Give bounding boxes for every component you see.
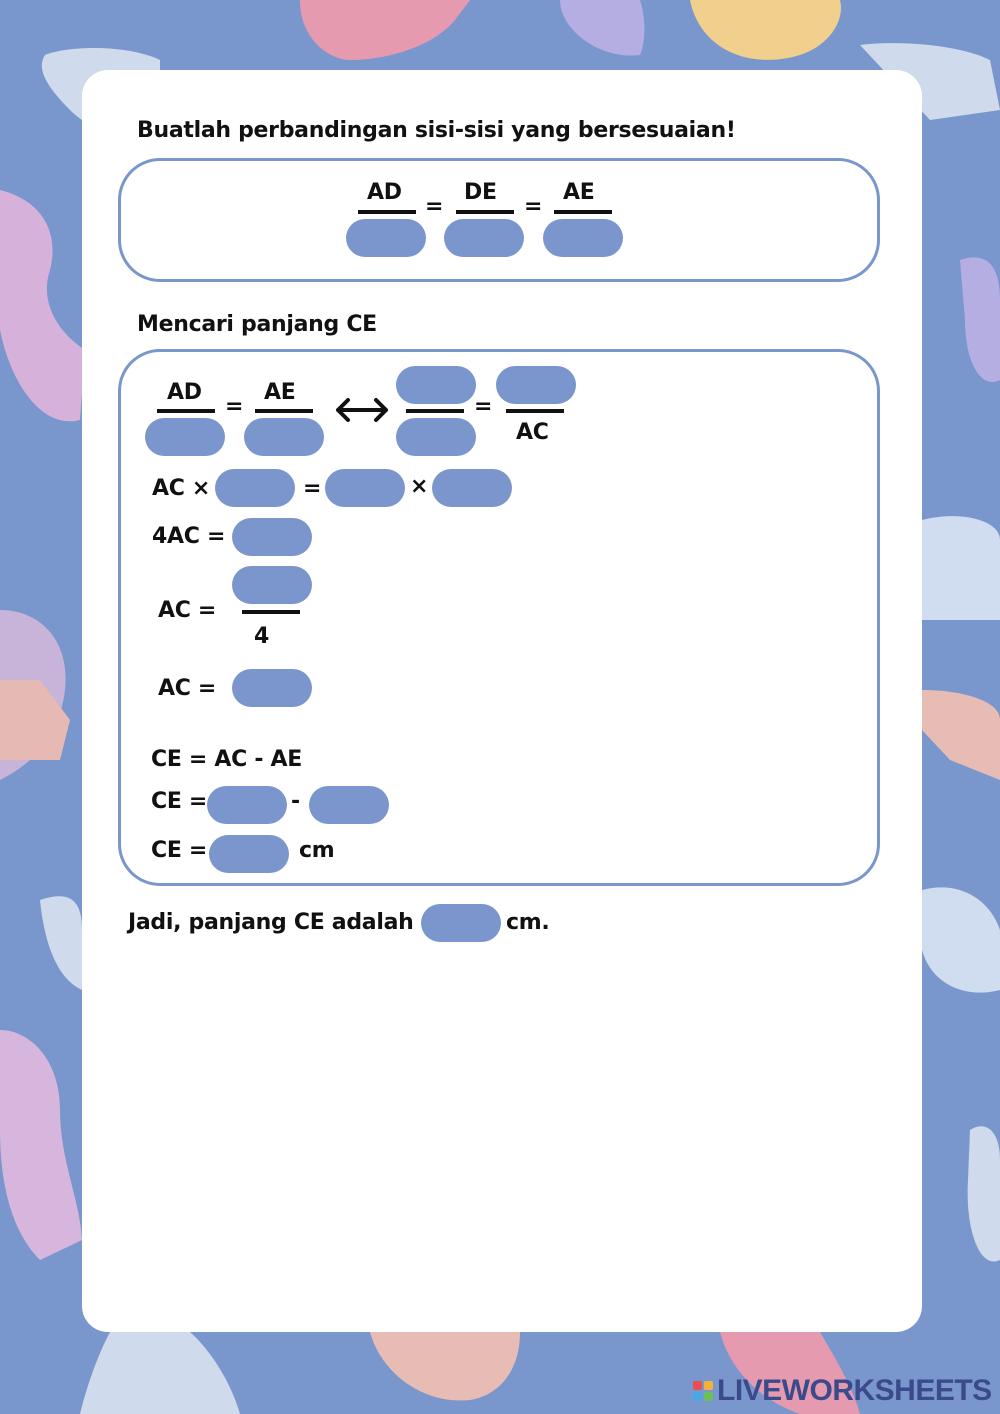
minus-sign: - xyxy=(291,789,300,814)
ac-times-label: AC × xyxy=(152,476,211,501)
ac-label: AC = xyxy=(158,676,217,701)
answer-input-ac-frac-num[interactable] xyxy=(232,566,312,604)
instruction-text: Buatlah perbandingan sisi-sisi yang bersesuaian! xyxy=(137,118,736,143)
logo-text: LIVEWORKSHEETS xyxy=(717,1374,992,1407)
conclusion-unit: cm. xyxy=(506,910,550,935)
unit-cm: cm xyxy=(299,838,335,863)
answer-input-rhs-b[interactable] xyxy=(432,469,512,507)
ratio-numerator-ae: AE xyxy=(264,380,296,405)
ratio-numerator-ad: AD xyxy=(167,380,202,405)
ce-label: CE = xyxy=(151,789,208,814)
fraction-bar xyxy=(456,210,514,214)
ac-label: AC = xyxy=(158,598,217,623)
fraction-bar xyxy=(506,409,564,413)
equals-sign: = xyxy=(225,394,244,419)
fraction-bar xyxy=(406,409,464,413)
logo-tile-e xyxy=(704,1392,713,1401)
logo-tile-i xyxy=(704,1381,713,1390)
equals-sign: = xyxy=(303,476,322,501)
equals-sign: = xyxy=(474,394,493,419)
answer-input-rhs-a[interactable] xyxy=(325,469,405,507)
logo-tile-v xyxy=(693,1392,702,1401)
fraction-bar xyxy=(242,610,300,614)
numerator-ad: AD xyxy=(367,180,402,205)
equals-sign: = xyxy=(524,194,543,219)
answer-input-ae-den[interactable] xyxy=(244,418,324,456)
conclusion-text: Jadi, panjang CE adalah xyxy=(128,910,414,935)
answer-input-ce-value[interactable] xyxy=(209,835,289,873)
answer-input-acx-factor[interactable] xyxy=(215,469,295,507)
fraction-bar xyxy=(358,210,416,214)
answer-input-four-ac[interactable] xyxy=(232,518,312,556)
answer-input-ad-den[interactable] xyxy=(145,418,225,456)
times-sign: × xyxy=(410,474,429,499)
answer-input-ce-b[interactable] xyxy=(309,786,389,824)
denominator-ac: AC xyxy=(516,420,549,445)
liveworksheets-logo xyxy=(693,1374,992,1408)
logo-tile-l xyxy=(693,1381,702,1390)
answer-input-ac-num[interactable] xyxy=(496,366,576,404)
ce-formula: CE = AC - AE xyxy=(151,747,303,772)
ce-label: CE = xyxy=(151,838,208,863)
answer-input-conclusion[interactable] xyxy=(421,904,501,942)
section-heading: Mencari panjang CE xyxy=(137,312,377,337)
four-ac-label: 4AC = xyxy=(152,524,226,549)
answer-input-ad-denominator[interactable] xyxy=(346,219,426,257)
fraction-bar xyxy=(157,409,215,413)
fraction-bar xyxy=(554,210,612,214)
answer-input-ce-a[interactable] xyxy=(207,786,287,824)
answer-input-frac-den[interactable] xyxy=(396,418,476,456)
denominator-four: 4 xyxy=(254,624,270,649)
equals-sign: = xyxy=(425,194,444,219)
answer-input-de-denominator[interactable] xyxy=(444,219,524,257)
numerator-ae: AE xyxy=(563,180,595,205)
numerator-de: DE xyxy=(464,180,497,205)
logo-mark-icon xyxy=(693,1381,713,1401)
answer-input-ac-value[interactable] xyxy=(232,669,312,707)
answer-input-ae-denominator[interactable] xyxy=(543,219,623,257)
double-arrow-icon xyxy=(334,396,390,424)
fraction-bar xyxy=(255,409,313,413)
answer-input-frac-num[interactable] xyxy=(396,366,476,404)
